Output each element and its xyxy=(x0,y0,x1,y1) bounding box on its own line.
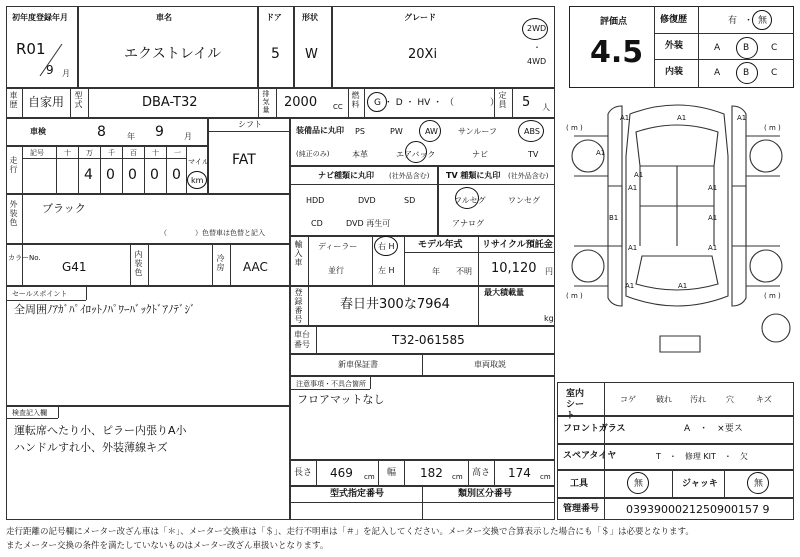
sales-point-value: 全周囲ﾉｱｶﾞﾊﾟｲﾛｯﾄﾉﾊﾟﾜｰﾊﾞｯｸﾄﾞｱﾉﾃﾞｼﾞ xyxy=(14,303,196,316)
mileage-digit-2: 0 xyxy=(128,167,137,183)
displacement-label: 排気量 xyxy=(262,90,270,114)
equip-aw: AW xyxy=(425,127,438,136)
equip-pw: PW xyxy=(390,127,403,136)
drive-dot: ・ xyxy=(533,43,541,52)
warranty-new-car: 新車保証書 xyxy=(338,360,378,369)
jack-label: ジャッキ xyxy=(682,479,718,489)
equip-sunroof: サンルーフ xyxy=(458,127,497,136)
navi-cd: CD xyxy=(311,219,323,228)
color-no-value: G41 xyxy=(62,260,87,274)
import-left-hand: 左 H xyxy=(378,266,395,275)
damage-label-2: A1 xyxy=(737,114,747,122)
equipment-label: 装備品に丸印 xyxy=(296,126,344,135)
spare-value: T ・ 修理 KIT ・ 欠 xyxy=(656,452,748,461)
mgmt-value: 0393900021250900157 9 xyxy=(626,503,770,516)
inspection-month-unit: 月 xyxy=(184,132,192,141)
inspection-note-line-2: ハンドルすれ小、外装薄線キズ xyxy=(14,441,168,454)
right-side-body xyxy=(732,106,746,306)
capacity-unit: 人 xyxy=(542,103,550,112)
mileage-unit-4: 十 xyxy=(152,149,159,157)
car-name-value: エクストレイル xyxy=(124,46,222,62)
tools-none-circle xyxy=(627,472,649,494)
mileage-label: 走行 xyxy=(9,156,18,174)
exterior-c: C xyxy=(771,43,778,53)
warranty-manual: 車両取説 xyxy=(474,360,506,369)
mgmt-label: 管理番号 xyxy=(563,504,600,514)
max-load-label: 最大積載量 xyxy=(484,288,524,297)
inspection-month: 9 xyxy=(155,124,164,140)
damage-label-12: A1 xyxy=(678,282,688,290)
mileage-digit-4: 0 xyxy=(172,167,181,183)
repair-none-circle xyxy=(752,10,772,30)
mileage-mile-label: マイル xyxy=(188,158,209,166)
aircon-label: 冷房 xyxy=(216,254,225,272)
seat-item-2: 汚れ xyxy=(690,395,706,404)
usage-value: 自家用 xyxy=(28,95,65,109)
interior-grade-b-circle xyxy=(736,62,758,84)
grade-label: グレード xyxy=(404,13,436,22)
interior-grade-label: 内装 xyxy=(665,67,684,77)
registration-month: 9 xyxy=(46,63,54,77)
model-value: DBA-T32 xyxy=(142,95,198,110)
interior-grade-b: B xyxy=(743,68,750,78)
equip-airbag-circle xyxy=(405,141,427,163)
bumper-rear xyxy=(660,336,700,352)
repair-yes: 有 xyxy=(728,16,738,26)
plate-value: 春日井300な7964 xyxy=(340,297,450,312)
damage-label-0: A1 xyxy=(620,114,630,122)
length-value: 469 xyxy=(330,466,353,480)
recycle-label: リサイクル預託金 xyxy=(482,240,553,250)
seat-item-3: 穴 xyxy=(726,395,734,404)
import-parallel: 並行 xyxy=(328,266,344,275)
type-designation-label: 型式指定番号 xyxy=(330,489,385,499)
width-unit: cm xyxy=(452,473,463,481)
registration-label: 初年度登録年月 xyxy=(12,13,68,22)
import-right-circle xyxy=(374,236,398,256)
equip-aw-circle xyxy=(419,120,441,142)
tv-fullseg-circle xyxy=(455,187,479,209)
mileage-unit-2: 千 xyxy=(108,149,115,157)
seat-item-4: キズ xyxy=(756,395,772,404)
rear-window xyxy=(636,256,718,290)
equipment-sub: (純正のみ) xyxy=(296,150,330,158)
damage-label-5: A1 xyxy=(708,184,718,192)
model-year-unit: 年 xyxy=(432,267,440,276)
fuel-g-circle xyxy=(367,92,387,112)
caution-label: 注意事項・不具合箇所 xyxy=(296,380,366,388)
equip-airbag: エアバック xyxy=(396,150,436,159)
color-label: 外装色 xyxy=(9,200,18,227)
grade-value: 20Xi xyxy=(408,47,438,62)
damage-label-11: A1 xyxy=(625,282,635,290)
score-label: 評価点 xyxy=(600,17,628,27)
drive-2wd: 2WD xyxy=(527,24,547,33)
displacement-value: 2000 xyxy=(284,95,318,110)
color-no-label: カラーNo. xyxy=(8,254,41,262)
recycle-value: 10,120 xyxy=(491,261,537,276)
interior-grade-c: C xyxy=(771,68,778,78)
footer-line-1: 走行距離の記号欄にメーター改ざん車は「＊」、メーター交換車は「＄」、走行不明車は「＃」を記入してください。メーター交換で合算表示した場合にも「＄」は必要となります。 xyxy=(6,527,694,537)
shift-label: シフト xyxy=(238,120,262,129)
import-label: 輸入車 xyxy=(294,240,303,267)
navi-sd: SD xyxy=(404,196,416,205)
navi-dvd: DVD xyxy=(358,196,376,205)
exterior-b-circle xyxy=(736,37,758,59)
mileage-unit-0: 十 xyxy=(64,149,71,157)
tv-analog: アナログ xyxy=(452,219,484,228)
inspection-year-unit: 年 xyxy=(127,132,135,141)
jack-none: 無 xyxy=(754,479,764,489)
navi-dvd-play: DVD 再生可 xyxy=(346,219,391,228)
import-right-hand: 右 H xyxy=(378,242,395,251)
measure-mark-3: ( m ) xyxy=(764,292,781,300)
max-load-unit: kg xyxy=(544,314,554,323)
import-dealer: ディーラー xyxy=(318,242,358,251)
aircon-value: AAC xyxy=(243,260,268,274)
width-value: 182 xyxy=(420,466,443,480)
inspection-year: 8 xyxy=(97,124,106,140)
sales-point-label: セールスポイント xyxy=(12,290,68,298)
damage-label-7: B1 xyxy=(609,214,619,222)
mileage-km-circle xyxy=(187,171,207,189)
shape-label: 形状 xyxy=(302,13,318,22)
interior-color-label: 内装色 xyxy=(134,250,143,277)
seat-label: 室内シート xyxy=(566,389,585,421)
navi-label: ナビ種類に丸印 xyxy=(318,171,374,180)
repair-label: 修復歴 xyxy=(660,15,688,25)
equip-ps: PS xyxy=(355,127,365,136)
registration-month-unit: 月 xyxy=(62,69,70,78)
car-damage-diagram xyxy=(560,96,796,358)
door-value: 5 xyxy=(271,46,280,62)
mileage-unit-1: 万 xyxy=(86,149,93,157)
inspection-label: 車検 xyxy=(30,127,46,136)
door-label: ドア xyxy=(266,13,282,22)
score-value: 4.5 xyxy=(590,35,644,70)
registration-era: R01 xyxy=(16,40,46,58)
registration-slash xyxy=(36,42,66,78)
seat-item-0: コゲ xyxy=(620,395,636,404)
equip-navi: ナビ xyxy=(472,150,488,159)
wheel-rear-right xyxy=(750,250,782,282)
damage-label-4: A1 xyxy=(628,184,638,192)
spare-label: スペアタイヤ xyxy=(563,451,617,461)
chassis-label: 車台番号 xyxy=(294,330,310,349)
seat-item-1: 破れ xyxy=(656,395,672,404)
height-label: 高さ xyxy=(472,468,491,478)
fuel-options: G ・ D ・ HV ・ （ ） xyxy=(374,98,499,108)
length-label: 長さ xyxy=(294,468,313,478)
color-note: （ ）色替車は色替と記入 xyxy=(160,229,265,237)
equip-abs: ABS xyxy=(524,127,540,136)
caution-value: フロアマットなし xyxy=(297,393,385,406)
tv-label: TV 種類に丸印 xyxy=(446,171,501,180)
usage-label: 車歴 xyxy=(9,91,18,109)
left-side-body xyxy=(608,106,622,306)
model-year-unknown: 不明 xyxy=(456,267,472,276)
drive-4wd: 4WD xyxy=(527,57,547,66)
drive-2wd-circle xyxy=(522,18,548,40)
mileage-digit-3: 0 xyxy=(150,167,159,183)
tv-fullseg: フルセグ xyxy=(454,196,486,205)
tools-none: 無 xyxy=(634,479,644,489)
damage-label-3: A1 xyxy=(596,149,606,157)
category-label: 類別区分番号 xyxy=(458,489,513,499)
repair-none: 無 xyxy=(758,16,768,26)
model-label: 型式 xyxy=(74,91,83,109)
measure-mark-2: ( m ) xyxy=(566,292,583,300)
model-year-label: モデル年式 xyxy=(418,240,463,250)
exterior-label: 外装 xyxy=(665,41,684,51)
capacity-value: 5 xyxy=(522,95,531,110)
navi-hdd: HDD xyxy=(306,196,325,205)
color-value: ブラック xyxy=(42,202,86,215)
equip-leather: 本革 xyxy=(352,150,368,159)
wheel-rear-left xyxy=(572,250,604,282)
mileage-sign-label: 記号 xyxy=(30,149,44,157)
equip-tv: TV xyxy=(528,150,539,159)
capacity-label: 定員 xyxy=(498,91,507,109)
grade-cell xyxy=(332,6,555,88)
windshield-outline xyxy=(636,125,718,166)
car-name-label: 車名 xyxy=(156,13,172,22)
tv-sub: (社外品含む) xyxy=(508,172,549,180)
mileage-digit-1: 0 xyxy=(106,167,115,183)
inspection-notes-label: 検査記入欄 xyxy=(12,409,47,417)
measure-mark-0: ( m ) xyxy=(566,124,583,132)
plate-label: 登録番号 xyxy=(294,288,303,324)
shape-value: W xyxy=(305,47,318,62)
damage-label-9: A1 xyxy=(628,244,638,252)
height-value: 174 xyxy=(508,466,531,480)
shift-value: FAT xyxy=(232,152,256,168)
repair-dot: ・ xyxy=(744,16,754,26)
exterior-b: B xyxy=(743,43,750,53)
mileage-digit-0: 4 xyxy=(84,167,93,183)
mileage-unit-3: 百 xyxy=(130,149,137,157)
width-label: 幅 xyxy=(387,468,397,478)
mileage-km: km xyxy=(191,176,204,185)
fuel-label: 燃料 xyxy=(351,91,360,109)
measure-mark-1: ( m ) xyxy=(764,124,781,132)
windshield-value: A ・ ×要ス xyxy=(684,424,743,434)
navi-sub: (社外品含む) xyxy=(389,172,430,180)
damage-label-1: A1 xyxy=(677,114,687,122)
damage-label-6: A1 xyxy=(634,171,644,179)
chassis-value: T32-061585 xyxy=(392,333,465,347)
damage-label-10: A1 xyxy=(708,244,718,252)
equip-abs-circle xyxy=(518,120,544,142)
mileage-unit-5: 一 xyxy=(174,149,181,157)
tv-oneseg: ワンセグ xyxy=(508,196,540,205)
inspection-note-line-1: 運転席へたり小、ピラー内張りA小 xyxy=(14,424,187,437)
wheel-front-right xyxy=(750,140,782,172)
damage-label-8: A1 xyxy=(708,214,718,222)
recycle-unit: 円 xyxy=(545,267,553,276)
footer-line-2: またメーター交換の条件を満たしていないものはメーター改ざん車扱いとなります。 xyxy=(6,541,329,551)
spare-wheel xyxy=(762,314,790,342)
windshield-label: フロントガラス xyxy=(563,424,626,434)
exterior-a: A xyxy=(714,43,721,53)
interior-grade-a: A xyxy=(714,68,721,78)
height-unit: cm xyxy=(540,473,551,481)
jack-none-circle xyxy=(747,472,769,494)
tools-label: 工具 xyxy=(570,479,589,489)
displacement-unit: CC xyxy=(333,103,343,111)
length-unit: cm xyxy=(364,473,375,481)
